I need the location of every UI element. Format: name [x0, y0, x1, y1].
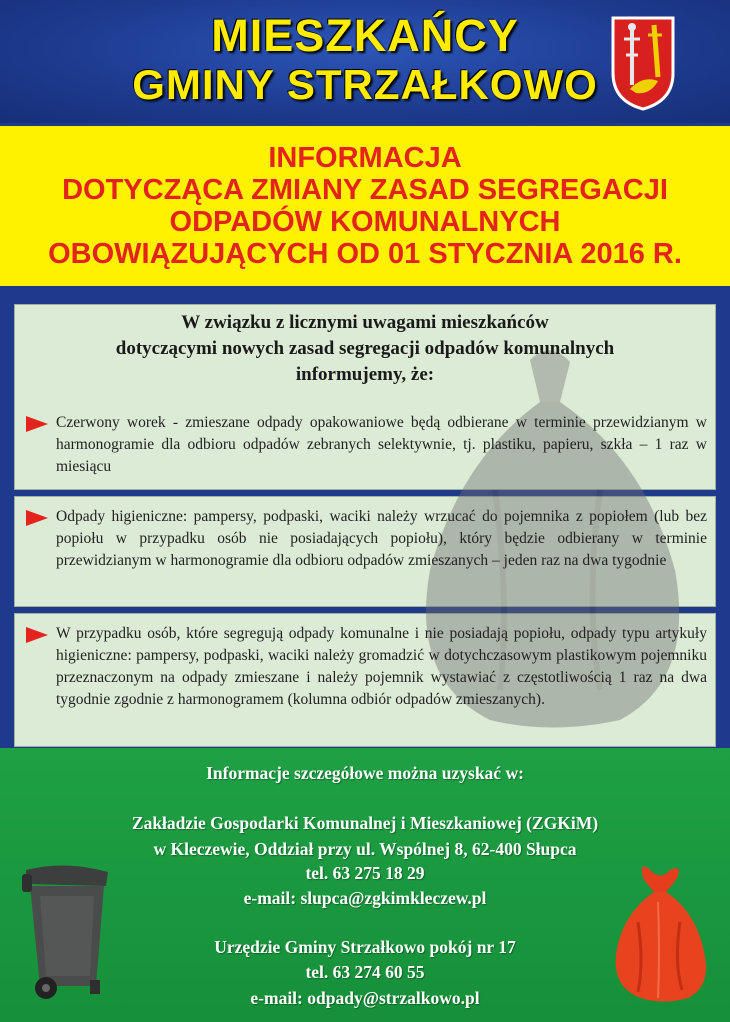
office2-name: Urzędzie Gminy Strzałkowo pokój nr 17	[214, 937, 516, 957]
office2-email: e-mail: odpady@strzalkowo.pl	[250, 988, 480, 1008]
wheelie-bin-icon	[20, 860, 112, 1000]
red-triangle-bullet-icon	[26, 416, 48, 432]
coat-of-arms-icon	[610, 15, 676, 111]
office1-email: e-mail: slupca@zgkimkleczew.pl	[243, 888, 487, 908]
office1-name: Zakładzie Gospodarki Komunalnej i Mieszkaniowej (ZGKiM)	[131, 813, 599, 833]
footer-heading: Informacje szczegółowe można uzyskać w:	[206, 763, 524, 783]
office1-phone: tel. 63 275 18 29	[305, 863, 425, 883]
title-line-1: MIESZKAŃCY	[211, 10, 519, 61]
red-triangle-bullet-icon	[26, 510, 48, 526]
office2-phone: tel. 63 274 60 55	[305, 962, 425, 982]
banner-line-4: OBOWIĄZUJĄCYCH OD 01 STYCZNIA 2016 R.	[48, 238, 682, 270]
intro-line-2: dotyczącymi nowych zasad segregacji odpadów komunalnych	[115, 338, 615, 359]
office1-address: w Kleczewie, Oddział przy ul. Wspólnej 8, 62-400 Słupca	[153, 839, 577, 859]
banner-line-1: INFORMACJA	[268, 142, 462, 174]
intro-line-3: informujemy, że:	[295, 364, 435, 385]
banner-line-3: ODPADÓW KOMUNALNYCH	[169, 206, 561, 238]
banner-line-2: DOTYCZĄCA ZMIANY ZASAD SEGREGACJI	[62, 174, 668, 206]
header	[0, 0, 730, 123]
intro-line-1: W związku z licznymi uwagami mieszkańców	[181, 312, 549, 333]
red-garbage-bag-icon	[608, 862, 710, 1004]
title-line-2: GMINY STRZAŁKOWO	[132, 61, 598, 108]
info-item-1: Czerwony worek - zmieszane odpady opakowaniowe będą odbierane w terminie przewidzianym w harmonogramie dla odbioru odpadów zebranych selektywnie, tj. plastiku, papieru, szkła – 1 raz w miesiącu	[56, 414, 707, 475]
red-triangle-bullet-icon	[26, 627, 48, 643]
info-item-3: W przypadku osób, które segregują odpady komunalne i nie posiadają popiołu, odpady typu artykuły higieniczne: pampersy, podpaski, waciki należy gromadzić w dotychczasowym plastikowym pojemniku przeznaczonym na odpady zmieszane i należy pojemnik wystawiać z częstotliwością 1 raz na dwa tygodnie zgodnie z harmonogramem (kolumna odbiór odpadów zmieszanych).	[56, 625, 707, 708]
info-item-2: Odpady higieniczne: pampersy, podpaski, waciki należy wrzucać do pojemnika z popiołem (lub bez popiołu w przypadku osób nie posiadających popiołu), który będzie odbierany w terminie przewidzianym w harmonogramie dla odbioru odpadów zmieszanych – jeden raz na dwa tygodnie	[56, 508, 707, 569]
